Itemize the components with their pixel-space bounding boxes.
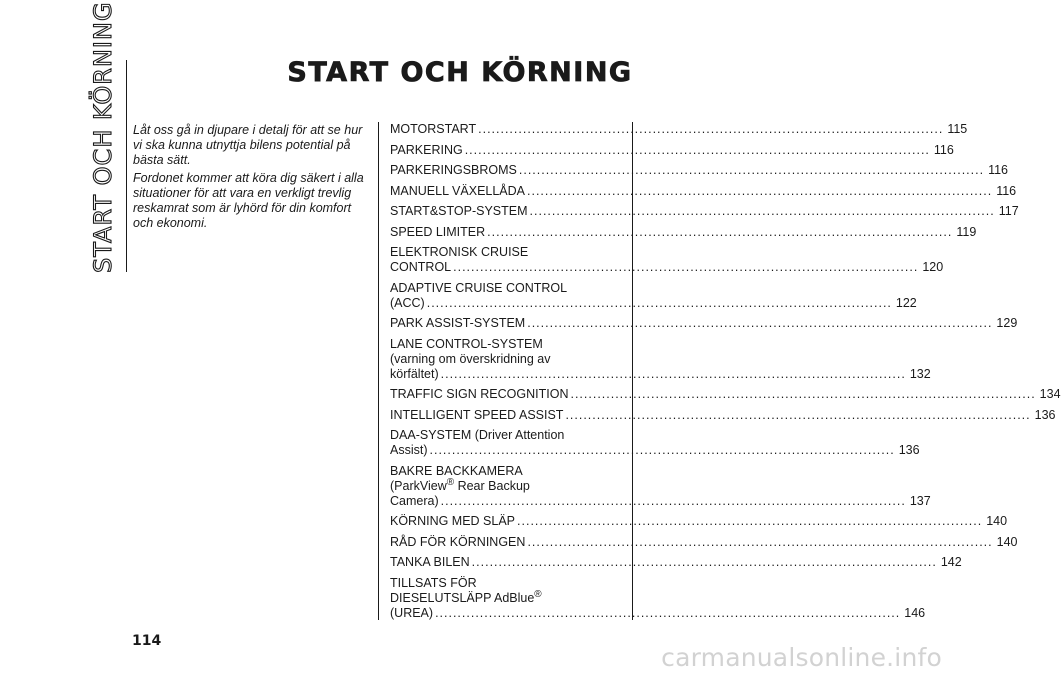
- toc-entry[interactable]: [390, 534, 1018, 550]
- toc-dot-leader: ........................................................................................................: [471, 555, 937, 569]
- toc-dot-leader: ........................................................................................................: [429, 443, 895, 457]
- toc-page-number: 136: [1034, 407, 1056, 422]
- toc-entry[interactable]: [390, 316, 1018, 331]
- toc-page-number: 120: [922, 260, 944, 274]
- toc-entry-title-line: DIESELUTSLÄPP AdBlue®: [390, 588, 542, 605]
- toc-entry[interactable]: [390, 514, 1008, 529]
- toc-entry-title: PARK ASSIST-SYSTEM: [390, 316, 526, 330]
- toc-entry-line: [390, 514, 1008, 529]
- toc-page-number: 146: [904, 605, 926, 620]
- toc-entry[interactable]: [390, 280, 917, 311]
- toc-entry-line: [390, 316, 1018, 331]
- toc-dot-leader: ........................................................................................................: [440, 366, 906, 381]
- toc-entry-line: [390, 260, 944, 275]
- toc-dot-leader: ........................................................................................................: [464, 142, 930, 157]
- toc-page-number: 140: [996, 534, 1018, 549]
- side-rule: [126, 60, 127, 272]
- toc-page-number: 140: [986, 514, 1008, 528]
- toc-entry-title-line: LANE CONTROL-SYSTEM: [390, 336, 543, 351]
- intro-paragraph: Fordonet kommer att köra dig säkert i alla situationer för att vara en verkligt trevlig reskamrat som är lyhörd för din komfort och ekonomi.: [133, 171, 364, 230]
- toc-entry[interactable]: [390, 224, 977, 240]
- toc-entry-title: MOTORSTART: [390, 122, 477, 136]
- toc-entry-title: PARKERING: [390, 142, 463, 157]
- toc-dot-leader: ........................................................................................................: [570, 387, 1036, 401]
- watermark: carmanualsonline.info: [661, 643, 942, 672]
- toc-dot-leader: ........................................................................................................: [527, 316, 993, 330]
- toc-entry-line: [390, 122, 968, 137]
- toc-entry-title: CONTROL: [390, 260, 452, 274]
- toc-entry-title: PARKERINGSBROMS: [390, 163, 517, 177]
- toc-entry-title: Camera): [390, 493, 439, 508]
- toc-dot-leader: ........................................................................................................: [426, 295, 892, 310]
- toc-entry-line: [390, 387, 1061, 402]
- toc-page-number: 117: [998, 204, 1019, 218]
- toc-page-number: 116: [933, 142, 954, 157]
- column-rule-left: [378, 122, 379, 620]
- toc-entry-title: (ACC): [390, 295, 425, 310]
- toc-entry[interactable]: [390, 183, 1017, 199]
- page-title: START OCH KÖRNING: [287, 57, 633, 88]
- toc-page-number: 119: [956, 224, 977, 239]
- toc-entry-line: [390, 605, 926, 621]
- registered-mark: ®: [534, 588, 542, 600]
- registered-mark: ®: [446, 476, 455, 488]
- toc-entry-title-line: DAA-SYSTEM (Driver Attention: [390, 428, 565, 442]
- toc-dot-leader: ........................................................................................................: [440, 493, 906, 508]
- toc-entry-title: RÅD FÖR KÖRNINGEN: [390, 534, 526, 549]
- toc-page-number: 115: [947, 122, 968, 136]
- toc-entry-line: [390, 366, 931, 382]
- toc-dot-leader: ........................................................................................................: [565, 407, 1031, 422]
- toc-entry-line: [390, 534, 1018, 550]
- toc-entry-title: START&STOP-SYSTEM: [390, 204, 528, 218]
- toc-page-number: 136: [898, 443, 920, 457]
- side-chapter-title: START OCH KÖRNING: [89, 1, 117, 273]
- toc-page-number: 122: [895, 295, 917, 310]
- toc-entry-line: [390, 163, 1008, 178]
- toc-dot-leader: ........................................................................................................: [453, 260, 919, 274]
- toc-entry[interactable]: [390, 575, 926, 621]
- toc-entry[interactable]: [390, 336, 931, 382]
- toc-entry-title-line: ADAPTIVE CRUISE CONTROL: [390, 280, 568, 295]
- toc-entry[interactable]: [390, 555, 962, 570]
- toc-entry-title: KÖRNING MED SLÄP: [390, 514, 516, 528]
- toc-entry-title: TRAFFIC SIGN RECOGNITION: [390, 387, 569, 401]
- toc-entry[interactable]: [390, 204, 1019, 219]
- toc-entry[interactable]: [390, 142, 954, 158]
- toc-entry[interactable]: [390, 387, 1061, 402]
- toc-entry-title: Assist): [390, 443, 428, 457]
- toc-entry-title: TANKA BILEN: [390, 555, 470, 569]
- toc-entry-title: INTELLIGENT SPEED ASSIST: [390, 407, 564, 422]
- toc-entry-title: (UREA): [390, 605, 434, 620]
- toc-entry[interactable]: [390, 428, 920, 458]
- toc-entry-line: [390, 204, 1019, 219]
- toc-dot-leader: ........................................................................................................: [435, 605, 901, 620]
- toc-dot-leader: ........................................................................................................: [478, 122, 944, 136]
- toc-page-number: 116: [996, 183, 1017, 198]
- intro-text: [133, 123, 371, 234]
- table-of-contents: [390, 122, 1061, 626]
- toc-entry-title-line: (ParkView® Rear Backup: [390, 476, 530, 493]
- toc-page-number: 129: [996, 316, 1018, 330]
- toc-entry-line: [390, 443, 920, 458]
- toc-entry-title-line: TILLSATS FÖR: [390, 575, 477, 590]
- toc-entry-title-line: BAKRE BACKKAMERA: [390, 463, 523, 478]
- toc-page-number: 137: [909, 493, 931, 508]
- side-title-wrapper: [86, 1, 120, 273]
- toc-page-number: 132: [909, 366, 931, 381]
- toc-dot-leader: ........................................................................................................: [527, 183, 993, 198]
- toc-dot-leader: ........................................................................................................: [518, 163, 985, 177]
- toc-entry[interactable]: [390, 407, 1056, 423]
- toc-entry-line: [390, 183, 1017, 199]
- toc-entry-title-line: (varning om överskridning av: [390, 351, 551, 366]
- intro-paragraph: Låt oss gå in djupare i detalj för att se hur vi ska kunna utnyttja bilens potential på bästa sätt.: [133, 123, 363, 167]
- toc-entry-line: [390, 295, 917, 311]
- toc-dot-leader: ........................................................................................................: [487, 224, 953, 239]
- toc-entry-line: [390, 407, 1056, 423]
- toc-entry-line: [390, 555, 962, 570]
- toc-entry[interactable]: [390, 463, 931, 509]
- toc-dot-leader: ........................................................................................................: [529, 204, 995, 218]
- toc-entry-line: [390, 142, 954, 158]
- toc-entry-title: MANUELL VÄXELLÅDA: [390, 183, 526, 198]
- toc-dot-leader: ........................................................................................................: [517, 514, 983, 528]
- page-number: 114: [132, 633, 162, 649]
- toc-entry-title: körfältet): [390, 366, 439, 381]
- toc-page-number: 134: [1039, 387, 1061, 401]
- toc-entry[interactable]: [390, 122, 968, 137]
- toc-page-number: 116: [988, 163, 1008, 177]
- toc-entry[interactable]: [390, 163, 1008, 178]
- toc-page-number: 142: [940, 555, 962, 569]
- toc-entry-title-line: ELEKTRONISK CRUISE: [390, 245, 529, 259]
- toc-entry[interactable]: [390, 245, 944, 275]
- toc-entry-line: [390, 224, 977, 240]
- toc-dot-leader: ........................................................................................................: [527, 534, 993, 549]
- toc-entry-line: [390, 493, 931, 509]
- toc-entry-title: SPEED LIMITER: [390, 224, 486, 239]
